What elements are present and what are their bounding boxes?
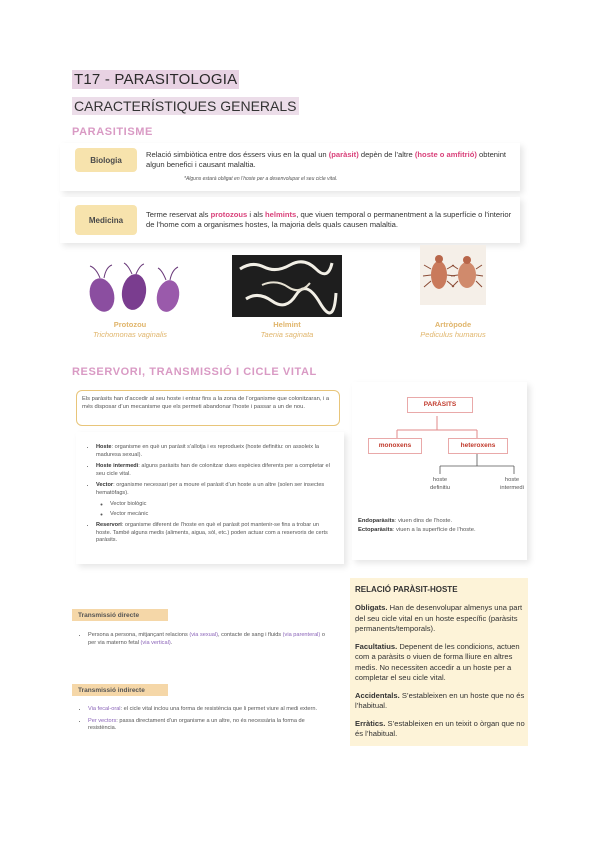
diagram-hoste-intermedi: hoste intermedi — [500, 477, 524, 491]
helmint-subtitle: Taenia saginata — [260, 330, 314, 339]
relacio-title: RELACIÓ PARÀSIT-HOSTE — [355, 585, 458, 594]
definition-vector: • Vector: organisme necessari per a moure el paràsit d’un hoste a un altre (solen ser insectes hematòfags). ◦ Vector biològic ◦ Vector mecànic — [96, 482, 334, 518]
diagram-heteroxens: heteroxens — [448, 438, 508, 454]
medicina-text: Terme reservat als protozous i als helmints, que viuen temporal o permanentment a la superfície o l’interior de l’home com a organismes hostes, la majoria dels quals causen malaltia. — [146, 210, 512, 229]
vector-sub-mecanic: ◦ Vector mecànic — [110, 511, 334, 519]
relacio-obligats: Obligats. Han de desenvolupar almenys una part del seu cicle vital en un hoste específic (paràsits permanents/temporals). — [355, 603, 523, 633]
diagram-monoxens: monoxens — [368, 438, 422, 454]
intro-text: Els paràsits han d’accedir al seu hoste i entrar fins a la zona de l’organisme que colonitzaran, i a més disposar d’un mecanisme que els permeti abandonar l’hoste i passar a un de nou. — [82, 396, 330, 410]
biologia-tag: Biologia — [75, 148, 137, 172]
diagram-root: PARÀSITS — [407, 397, 473, 413]
directe-text: • Persona a persona, mitjançant relacions (via sexual), contacte de sang i fluids (via parenteral) o per via materno fetal (via vertical). — [76, 632, 326, 651]
directe-tag: Transmissió directe — [72, 609, 168, 621]
artropode-image — [420, 245, 486, 305]
ecto-text: Ectoparàsits: viuen a la superfície de l’hoste. — [358, 527, 476, 533]
protozou-title: Protozou — [113, 320, 147, 329]
definition-reservori: • Reservori: organisme diferent de l’hoste en què el paràsit pot mantenir-se fins a trobar un hoste. També alguns medis (aliments, aigua, sòl, etc.) poden actuar com a reservoris de certs paràsits. — [96, 522, 334, 545]
artropode-subtitle: Pediculus humanus — [420, 330, 486, 339]
page-title: T17 - PARASITOLOGIA — [74, 71, 238, 88]
section-parasitisme: PARASITISME — [72, 126, 153, 138]
definition-hoste: • Hoste: organisme en què un paràsit s’allotja i es reprodueix (hoste definitiu: on assoleix la maduresa sexual). — [96, 444, 334, 459]
definitions-list — [84, 444, 334, 549]
vector-sub-biologic: ◦ Vector biològic — [110, 501, 334, 509]
relacio-accidentals: Accidentals. S’estableixen en un hoste que no és l’habitual. — [355, 690, 525, 710]
relacio-erratics: Erràtics. S’estableixen en un teixit o òrgan que no és l’habitual. — [355, 718, 525, 738]
protozou-image — [80, 262, 190, 322]
protozou-subtitle: Trichomonas vaginalis — [92, 330, 168, 339]
definition-hoste-intermedi: • Hoste intermedi: alguns paràsits han de colonitzar dues espècies diferents per a completar el seu cicle vital. — [96, 463, 334, 478]
helmint-title: Helmint — [273, 320, 301, 329]
relacio-facultatius: Facultatius. Depenent de les condicions, actuen com a paràsits o viuen de forma lliure en altres medis. No necessiten accedir a un hoste per a completar el seu cicle vital. — [355, 641, 520, 682]
indirecte-vectors: • Per vectors: passa directament d’un organisme a un altre, no és necessària la forma de resistència. — [88, 718, 326, 733]
artropode-title: Artròpode — [434, 320, 472, 329]
medicina-tag: Medicina — [75, 205, 137, 235]
biologia-note: *Alguns estarà obligat en l’hoste per a desenvolupar el seu cicle vital. — [184, 176, 338, 182]
section-reservori: RESERVORI, TRANSMISSIÓ I CICLE VITAL — [72, 366, 317, 378]
page-subtitle: CARACTERÍSTIQUES GENERALS — [74, 98, 297, 114]
indirecte-tag: Transmissió indirecte — [72, 684, 168, 696]
endo-text: Endoparàsits: viuen dins de l’hoste. — [358, 518, 453, 524]
relacio-list — [355, 603, 525, 747]
indirecte-fecal-oral: • Via fecal-oral: el cicle vital inclou una forma de resistència que li permet viure al medi extern. — [88, 706, 326, 714]
helmint-image — [232, 255, 342, 317]
indirecte-list — [76, 706, 326, 737]
diagram-hoste-definitiu: hoste definitiu — [430, 477, 450, 491]
biologia-text: Relació simbiòtica entre dos éssers vius en la qual un (paràsit) depèn de l’altre (hoste o amfitrió) obtenint algun benefici i causant malaltia. — [146, 150, 507, 169]
